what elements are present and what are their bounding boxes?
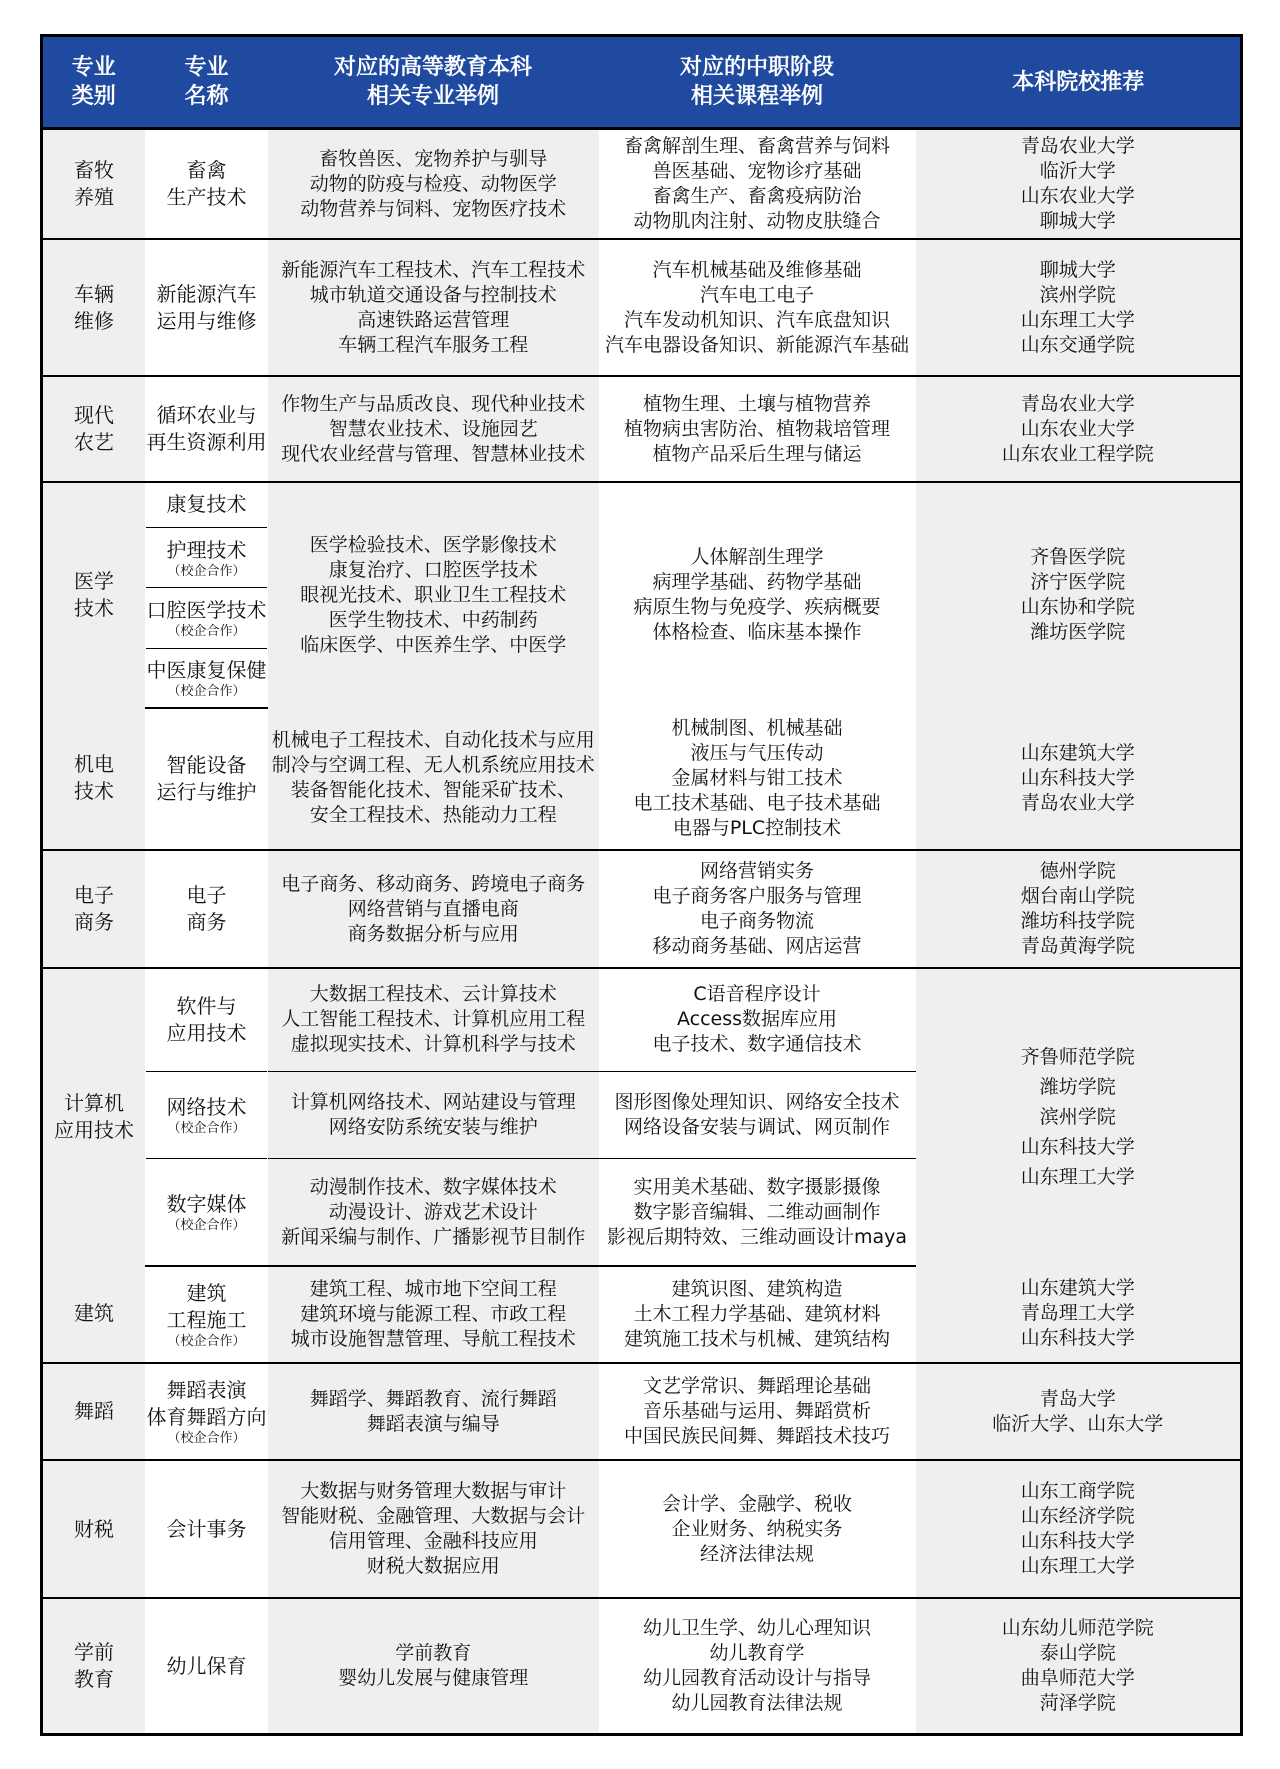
- category-cell: 车辆 维修: [42, 239, 146, 376]
- universities-cell: 山东建筑大学 山东科技大学 青岛农业大学: [916, 708, 1242, 851]
- header-name: 专业 名称: [146, 36, 268, 129]
- category-cell: 电子 商务: [42, 850, 146, 968]
- table-row: [42, 708, 1242, 851]
- universities-cell: 山东工商学院 山东经济学院 山东科技大学 山东理工大学: [916, 1460, 1242, 1598]
- header-universities: 本科院校推荐: [916, 36, 1242, 129]
- major-name-cell: 康复技术: [146, 482, 268, 527]
- major-name-cell: 建筑 工程施工 （校企合作）: [146, 1266, 268, 1363]
- header-courses: 对应的中职阶段 相关课程举例: [599, 36, 916, 129]
- majors-cell: 电子商务、移动商务、跨境电子商务 网络营销与直播电商 商务数据分析与应用: [268, 850, 599, 968]
- major-name-cell: 软件与 应用技术: [146, 968, 268, 1072]
- majors-cell: 作物生产与品质改良、现代种业技术 智慧农业技术、设施园艺 现代农业经营与管理、智慧林业技术: [268, 376, 599, 482]
- category-cell: 财税: [42, 1460, 146, 1598]
- majors-cell: 动漫制作技术、数字媒体技术 动漫设计、游戏艺术设计 新闻采编与制作、广播影视节目制作: [268, 1159, 599, 1266]
- category-cell: 医学 技术: [42, 482, 146, 708]
- courses-cell: 建筑识图、建筑构造 土木工程力学基础、建筑材料 建筑施工技术与机械、建筑结构: [599, 1266, 916, 1363]
- major-name-cell: 口腔医学技术 （校企合作）: [146, 588, 268, 648]
- majors-cell: 学前教育 婴幼儿发展与健康管理: [268, 1598, 599, 1734]
- courses-cell: 畜禽解剖生理、畜禽营养与饲料 兽医基础、宠物诊疗基础 畜禽生产、畜禽疫病防治 动物肌肉注射、动物皮肤缝合: [599, 129, 916, 240]
- courses-cell: 会计学、金融学、税收 企业财务、纳税实务 经济法律法规: [599, 1460, 916, 1598]
- major-name-cell: 循环农业与 再生资源利用: [146, 376, 268, 482]
- major-name-cell: 电子 商务: [146, 850, 268, 968]
- courses-cell: 图形图像处理知识、网络安全技术 网络设备安装与调试、网页制作: [599, 1072, 916, 1159]
- major-name-cell: 网络技术 （校企合作）: [146, 1072, 268, 1159]
- category-cell: 舞蹈: [42, 1363, 146, 1460]
- majors-cell: 舞蹈学、舞蹈教育、流行舞蹈 舞蹈表演与编导: [268, 1363, 599, 1460]
- table-row: [42, 1363, 1242, 1460]
- category-cell: 机电 技术: [42, 708, 146, 851]
- table-row: [42, 1598, 1242, 1734]
- major-name-cell: 中医康复保健 （校企合作）: [146, 648, 268, 707]
- table-row: [42, 1266, 1242, 1363]
- majors-cell: 计算机网络技术、网站建设与管理 网络安防系统安装与维护: [268, 1072, 599, 1159]
- major-name-cell: 会计事务: [146, 1460, 268, 1598]
- universities-cell: 齐鲁师范学院 潍坊学院 滨州学院 山东科技大学 山东理工大学: [916, 968, 1242, 1266]
- header-majors: 对应的高等教育本科 相关专业举例: [268, 36, 599, 129]
- courses-cell: 植物生理、土壤与植物营养 植物病虫害防治、植物栽培管理 植物产品采后生理与储运: [599, 376, 916, 482]
- table-row: [42, 376, 1242, 482]
- table-row: [42, 239, 1242, 376]
- courses-cell: 人体解剖生理学 病理学基础、药物学基础 病原生物与免疫学、疾病概要 体格检查、临床基本操作: [599, 482, 916, 708]
- major-name-cell: 舞蹈表演 体育舞蹈方向 （校企合作）: [146, 1363, 268, 1460]
- universities-cell: 山东幼儿师范学院 泰山学院 曲阜师范大学 菏泽学院: [916, 1598, 1242, 1734]
- universities-cell: 青岛农业大学 山东农业大学 山东农业工程学院: [916, 376, 1242, 482]
- category-cell: 计算机 应用技术: [42, 968, 146, 1266]
- universities-cell: 青岛农业大学 临沂大学 山东农业大学 聊城大学: [916, 129, 1242, 240]
- major-name-cell: 护理技术 （校企合作）: [146, 527, 268, 587]
- majors-cell: 畜牧兽医、宠物养护与驯导 动物的防疫与检疫、动物医学 动物营养与饲料、宠物医疗技术: [268, 129, 599, 240]
- header-category: 专业 类别: [42, 36, 146, 129]
- majors-cell: 机械电子工程技术、自动化技术与应用 制冷与空调工程、无人机系统应用技术 装备智能化技术、智能采矿技术、 安全工程技术、热能动力工程: [268, 708, 599, 851]
- major-name-cell: 智能设备 运行与维护: [146, 708, 268, 851]
- universities-cell: 聊城大学 滨州学院 山东理工大学 山东交通学院: [916, 239, 1242, 376]
- table-row: [42, 482, 1242, 527]
- major-name-cell: 幼儿保育: [146, 1598, 268, 1734]
- table-row: [42, 129, 1242, 240]
- universities-cell: 山东建筑大学 青岛理工大学 山东科技大学: [916, 1266, 1242, 1363]
- courses-cell: 网络营销实务 电子商务客户服务与管理 电子商务物流 移动商务基础、网店运营: [599, 850, 916, 968]
- majors-cell: 医学检验技术、医学影像技术 康复治疗、口腔医学技术 眼视光技术、职业卫生工程技术 医学生物技术、中药制药 临床医学、中医养生学、中医学: [268, 482, 599, 708]
- universities-cell: 德州学院 烟台南山学院 潍坊科技学院 青岛黄海学院: [916, 850, 1242, 968]
- majors-cell: 建筑工程、城市地下空间工程 建筑环境与能源工程、市政工程 城市设施智慧管理、导航工程技术: [268, 1266, 599, 1363]
- major-name-cell: 数字媒体 （校企合作）: [146, 1159, 268, 1266]
- major-name-cell: 新能源汽车 运用与维修: [146, 239, 268, 376]
- universities-cell: 青岛大学 临沂大学、山东大学: [916, 1363, 1242, 1460]
- courses-cell: 实用美术基础、数字摄影摄像 数字影音编辑、二维动画制作 影视后期特效、三维动画设计maya: [599, 1159, 916, 1266]
- major-name-cell: 畜禽 生产技术: [146, 129, 268, 240]
- category-cell: 畜牧 养殖: [42, 129, 146, 240]
- courses-cell: 机械制图、机械基础 液压与气压传动 金属材料与钳工技术 电工技术基础、电子技术基础 电器与PLC控制技术: [599, 708, 916, 851]
- majors-cell: 大数据工程技术、云计算技术 人工智能工程技术、计算机应用工程 虚拟现实技术、计算机科学与技术: [268, 968, 599, 1072]
- majors-cell: 大数据与财务管理大数据与审计 智能财税、金融管理、大数据与会计 信用管理、金融科技应用 财税大数据应用: [268, 1460, 599, 1598]
- table-row: [42, 1460, 1242, 1598]
- majors-cell: 新能源汽车工程技术、汽车工程技术 城市轨道交通设备与控制技术 高速铁路运营管理 车辆工程汽车服务工程: [268, 239, 599, 376]
- universities-cell: 齐鲁医学院 济宁医学院 山东协和学院 潍坊医学院: [916, 482, 1242, 708]
- majors-table: [40, 34, 1243, 1736]
- table-row: [42, 850, 1242, 968]
- courses-cell: 文艺学常识、舞蹈理论基础 音乐基础与运用、舞蹈赏析 中国民族民间舞、舞蹈技术技巧: [599, 1363, 916, 1460]
- courses-cell: 幼儿卫生学、幼儿心理知识 幼儿教育学 幼儿园教育活动设计与指导 幼儿园教育法律法规: [599, 1598, 916, 1734]
- category-cell: 学前 教育: [42, 1598, 146, 1734]
- header-row: [42, 36, 1242, 129]
- category-cell: 建筑: [42, 1266, 146, 1363]
- courses-cell: C语音程序设计 Access数据库应用 电子技术、数字通信技术: [599, 968, 916, 1072]
- table-row: [42, 968, 1242, 1072]
- category-cell: 现代 农艺: [42, 376, 146, 482]
- courses-cell: 汽车机械基础及维修基础 汽车电工电子 汽车发动机知识、汽车底盘知识 汽车电器设备知识、新能源汽车基础: [599, 239, 916, 376]
